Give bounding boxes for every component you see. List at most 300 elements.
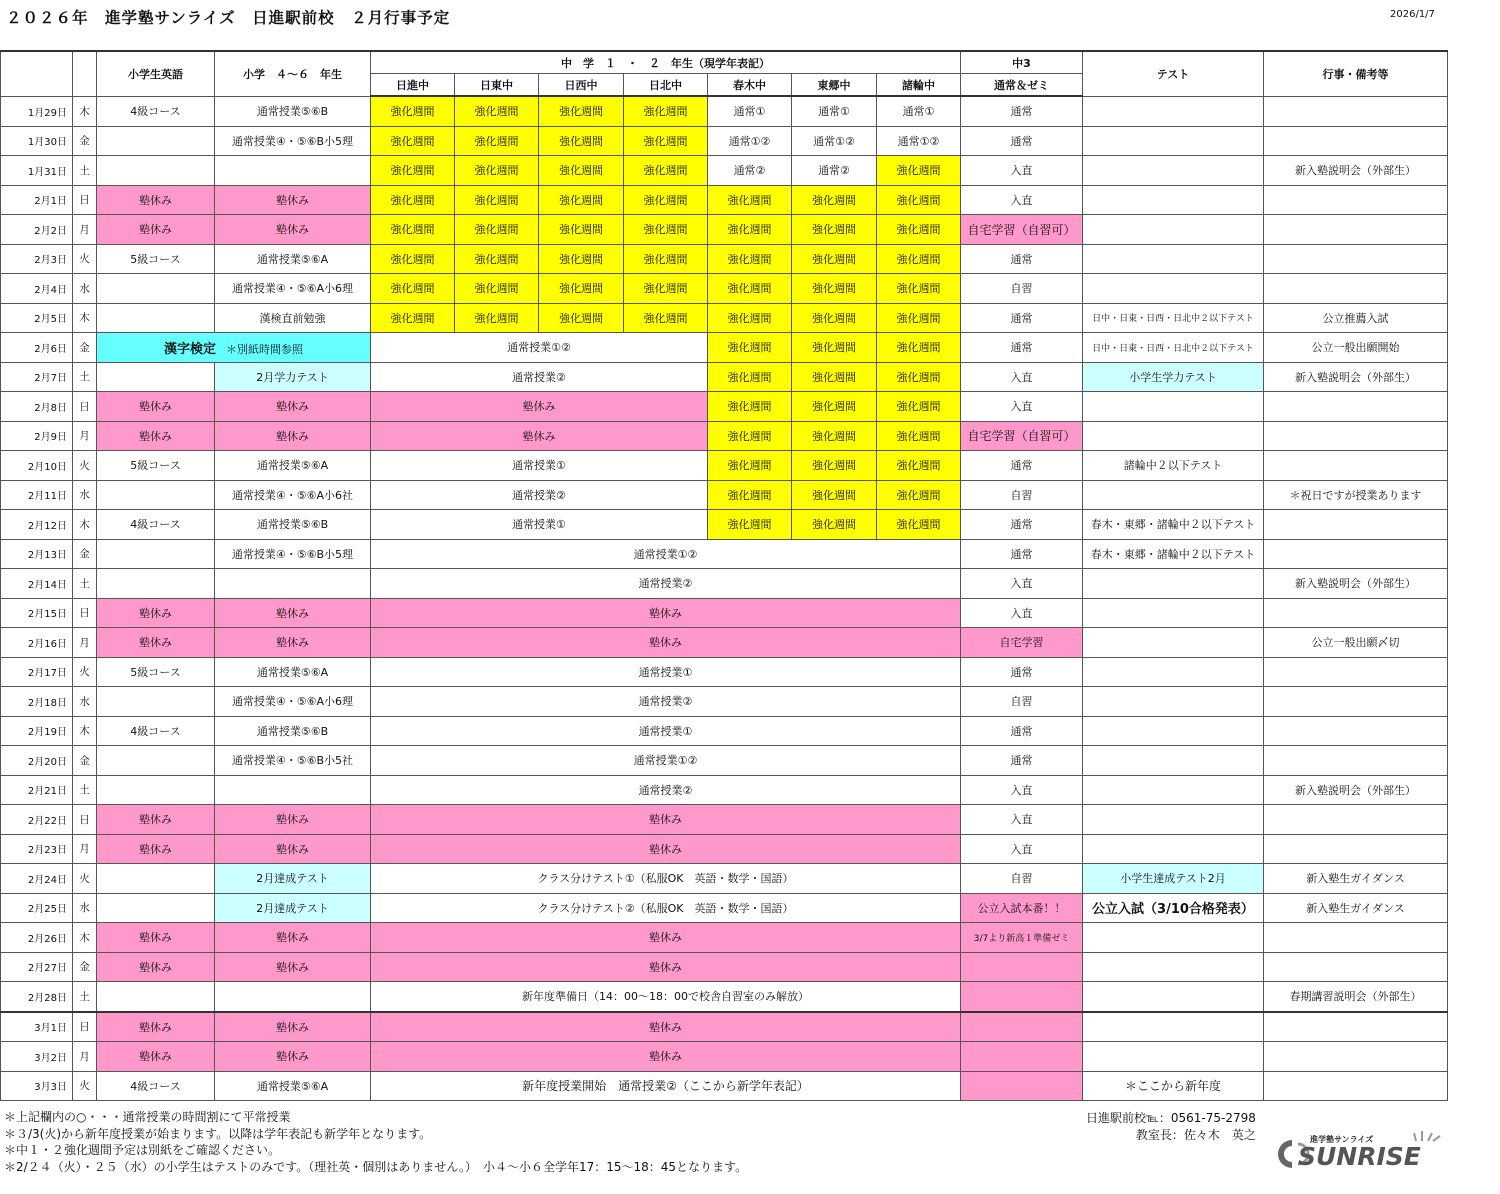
schedule-cell: 強化週間 (539, 126, 624, 156)
schedule-cell: 強化週間 (877, 451, 961, 481)
schedule-cell (1264, 392, 1448, 422)
schedule-cell (97, 775, 215, 805)
table-row (1, 834, 1448, 864)
table-row (1, 156, 1448, 186)
schedule-cell: 塾休み (215, 392, 371, 422)
footer-note: ＊上記欄内の○・・・通常授業の時間割にて平常授業 (4, 1110, 291, 1124)
row-weekday: 日 (73, 598, 97, 628)
schedule-cell: 強化週間 (539, 215, 624, 245)
schedule-cell: 自習 (961, 687, 1083, 717)
schedule-cell (1083, 657, 1264, 687)
schedule-cell: 強化週間 (877, 156, 961, 186)
row-date: 2月5日 (1, 303, 73, 333)
row-weekday: 水 (73, 687, 97, 717)
schedule-cell (1083, 215, 1264, 245)
row-weekday: 月 (73, 421, 97, 451)
footer-notes (4, 1109, 747, 1175)
schedule-cell: 強化週間 (708, 274, 792, 304)
header-school-haruki: 春木中 (708, 74, 792, 97)
schedule-cell: 塾休み (371, 1012, 961, 1042)
logo-subtitle: 進学塾サンライズ (1310, 1135, 1374, 1144)
schedule-cell: 自習 (961, 864, 1083, 894)
row-date: 2月3日 (1, 244, 73, 274)
schedule-cell: 公立入試本番！！ (961, 893, 1083, 923)
schedule-cell: 通常授業④・⑤⑥B小5理 (215, 126, 371, 156)
table-row (1, 569, 1448, 599)
header-ms3-sub: 通常＆ゼミ (961, 74, 1083, 97)
row-weekday: 木 (73, 510, 97, 540)
schedule-cell: 新入塾説明会（外部生） (1264, 362, 1448, 392)
schedule-cell: 強化週間 (877, 215, 961, 245)
schedule-cell: 2月学力テスト (215, 362, 371, 392)
schedule-cell: 通常 (961, 126, 1083, 156)
schedule-cell: 入直 (961, 775, 1083, 805)
schedule-cell: 入直 (961, 569, 1083, 599)
schedule-cell: 通常 (961, 96, 1083, 126)
schedule-cell: 強化週間 (455, 96, 539, 126)
schedule-cell (961, 1012, 1083, 1042)
row-weekday: 水 (73, 893, 97, 923)
schedule-cell: 通常① (877, 96, 961, 126)
table-row (1, 451, 1448, 481)
row-date: 1月31日 (1, 156, 73, 186)
schedule-cell: 塾休み (371, 1042, 961, 1072)
schedule-cell: 通常①② (708, 126, 792, 156)
schedule-cell: 塾休み (371, 628, 961, 658)
schedule-cell: 強化週間 (877, 274, 961, 304)
footer-note: ＊中１・２強化週間予定は別紙をご確認ください。 (4, 1143, 281, 1157)
row-weekday: 火 (73, 1071, 97, 1101)
schedule-cell: 強化週間 (708, 215, 792, 245)
table-row (1, 687, 1448, 717)
page-title: ２０２６年 進学塾サンライズ 日進駅前校 ２月行事予定 (6, 9, 451, 27)
schedule-cell: 塾休み (215, 952, 371, 982)
schedule-cell: 塾休み (97, 421, 215, 451)
table-row (1, 893, 1448, 923)
schedule-cell: 強化週間 (624, 274, 708, 304)
header-school-nitto: 日東中 (455, 74, 539, 97)
table-row (1, 96, 1448, 126)
schedule-cell: 塾休み (215, 421, 371, 451)
schedule-cell: 塾休み (97, 628, 215, 658)
schedule-cell (1264, 1012, 1448, 1042)
schedule-cell: 塾休み (371, 421, 708, 451)
schedule-cell: 塾休み (97, 805, 215, 835)
schedule-cell: 2月達成テスト (215, 864, 371, 894)
schedule-cell: 入直 (961, 392, 1083, 422)
schedule-cell (97, 539, 215, 569)
schedule-cell: 強化週間 (708, 510, 792, 540)
schedule-cell: 強化週間 (877, 421, 961, 451)
schedule-cell: 強化週間 (539, 274, 624, 304)
schedule-cell: 塾休み (97, 598, 215, 628)
schedule-cell: 塾休み (215, 628, 371, 658)
row-weekday: 金 (73, 952, 97, 982)
row-weekday: 火 (73, 657, 97, 687)
header-date-blank (1, 51, 73, 96)
schedule-cell: 通常授業⑤⑥A (215, 1071, 371, 1101)
schedule-cell: 強化週間 (708, 244, 792, 274)
table-row (1, 805, 1448, 835)
schedule-cell: 強化週間 (792, 303, 877, 333)
schedule-cell: 通常授業④・⑤⑥A小6社 (215, 480, 371, 510)
row-date: 2月28日 (1, 982, 73, 1012)
schedule-cell: 自宅学習（自習可） (961, 215, 1083, 245)
schedule-cell: 塾休み (97, 952, 215, 982)
schedule-cell: 塾休み (215, 1012, 371, 1042)
row-date: 3月2日 (1, 1042, 73, 1072)
table-row (1, 775, 1448, 805)
table-row (1, 274, 1448, 304)
row-weekday: 日 (73, 185, 97, 215)
schedule-cell: 春期講習説明会（外部生） (1264, 982, 1448, 1012)
schedule-cell (1083, 421, 1264, 451)
schedule-cell: 入直 (961, 185, 1083, 215)
table-row (1, 392, 1448, 422)
schedule-cell (1083, 480, 1264, 510)
header-elem-english: 小学生英語 (97, 51, 215, 96)
schedule-cell: 強化週間 (877, 244, 961, 274)
schedule-cell: 5級コース (97, 451, 215, 481)
schedule-cell: 通常授業⑤⑥B (215, 510, 371, 540)
schedule-cell: 5級コース (97, 657, 215, 687)
schedule-cell: 小学生達成テスト2月 (1083, 864, 1264, 894)
table-row (1, 923, 1448, 953)
schedule-cell: 強化週間 (792, 392, 877, 422)
schedule-cell (1264, 716, 1448, 746)
row-date: 2月18日 (1, 687, 73, 717)
schedule-cell: 強化週間 (877, 333, 961, 363)
row-weekday: 土 (73, 982, 97, 1012)
contact-principal: 教室長：佐々木 英之 (1135, 1128, 1256, 1142)
schedule-cell: 新入塾説明会（外部生） (1264, 775, 1448, 805)
schedule-cell: 新入塾説明会（外部生） (1264, 569, 1448, 599)
schedule-cell: 通常①② (877, 126, 961, 156)
schedule-cell: 塾休み (215, 185, 371, 215)
table-row (1, 333, 1448, 363)
schedule-cell: 公立一般出願〆切 (1264, 628, 1448, 658)
schedule-body (1, 96, 1448, 1101)
schedule-cell: 通常授業④・⑤⑥A小6理 (215, 274, 371, 304)
schedule-cell: 塾休み (97, 1042, 215, 1072)
footer-note: ＊３/3(火)から新年度授業が始まります。以降は学年表記も新学年となります。 (4, 1126, 432, 1141)
schedule-cell: 通常① (708, 96, 792, 126)
schedule-cell: 強化週間 (371, 274, 455, 304)
row-weekday: 火 (73, 244, 97, 274)
schedule-cell (1264, 185, 1448, 215)
schedule-cell: 新入塾生ガイダンス (1264, 864, 1448, 894)
schedule-cell: 強化週間 (792, 244, 877, 274)
schedule-cell: 新入塾生ガイダンス (1264, 893, 1448, 923)
schedule-cell (1083, 746, 1264, 776)
row-date: 3月3日 (1, 1071, 73, 1101)
schedule-cell: 塾休み (371, 805, 961, 835)
sunrise-logo (1272, 1130, 1442, 1176)
row-date: 2月17日 (1, 657, 73, 687)
schedule-cell: 通常 (961, 657, 1083, 687)
schedule-cell: 強化週間 (877, 362, 961, 392)
row-date: 1月30日 (1, 126, 73, 156)
schedule-cell (961, 952, 1083, 982)
header-school-togo: 東郷中 (792, 74, 877, 97)
row-weekday: 火 (73, 451, 97, 481)
schedule-cell (1083, 96, 1264, 126)
schedule-cell (1083, 628, 1264, 658)
row-weekday: 火 (73, 864, 97, 894)
schedule-cell: 強化週間 (877, 480, 961, 510)
schedule-cell (1264, 746, 1448, 776)
schedule-cell: 新入塾説明会（外部生） (1264, 156, 1448, 186)
schedule-cell (961, 982, 1083, 1012)
schedule-cell: 通常授業① (371, 451, 708, 481)
schedule-cell: 通常授業⑤⑥B (215, 716, 371, 746)
table-row (1, 746, 1448, 776)
schedule-cell: クラス分けテスト②（私服OK 英語・数学・国語） (371, 893, 961, 923)
schedule-cell: 2月達成テスト (215, 893, 371, 923)
schedule-cell: 通常 (961, 451, 1083, 481)
schedule-cell: 通常 (961, 244, 1083, 274)
row-weekday: 金 (73, 126, 97, 156)
schedule-cell (1264, 805, 1448, 835)
schedule-cell: 通常授業② (371, 687, 961, 717)
schedule-cell: 自習 (961, 274, 1083, 304)
schedule-cell: 強化週間 (539, 185, 624, 215)
schedule-cell: 塾休み (371, 834, 961, 864)
schedule-cell (1083, 156, 1264, 186)
schedule-cell: 強化週間 (792, 510, 877, 540)
row-date: 2月6日 (1, 333, 73, 363)
row-date: 2月13日 (1, 539, 73, 569)
schedule-cell (1264, 687, 1448, 717)
table-row (1, 185, 1448, 215)
schedule-cell: 強化週間 (792, 215, 877, 245)
schedule-cell (1264, 923, 1448, 953)
schedule-cell: 5級コース (97, 244, 215, 274)
schedule-cell (1264, 598, 1448, 628)
schedule-cell (97, 126, 215, 156)
schedule-cell (97, 982, 215, 1012)
header-school-nisshin: 日進中 (371, 74, 455, 97)
row-weekday: 木 (73, 303, 97, 333)
schedule-cell: 通常授業② (371, 480, 708, 510)
row-weekday: 土 (73, 362, 97, 392)
schedule-cell: 4級コース (97, 96, 215, 126)
schedule-cell: 強化週間 (455, 156, 539, 186)
header-weekday-blank (73, 51, 97, 96)
schedule-cell (1083, 1012, 1264, 1042)
schedule-cell: 通常 (961, 539, 1083, 569)
schedule-cell: 通常授業⑤⑥A (215, 451, 371, 481)
schedule-cell (1083, 805, 1264, 835)
row-date: 2月15日 (1, 598, 73, 628)
schedule-cell (961, 1042, 1083, 1072)
schedule-cell: 強化週間 (624, 96, 708, 126)
kanken-cell (97, 333, 371, 363)
schedule-cell: 塾休み (215, 598, 371, 628)
row-weekday: 土 (73, 156, 97, 186)
schedule-cell (1264, 126, 1448, 156)
schedule-cell: 通常授業⑤⑥B (215, 96, 371, 126)
row-date: 2月26日 (1, 923, 73, 953)
schedule-cell (1083, 982, 1264, 1012)
schedule-cell: 自宅学習 (961, 628, 1083, 658)
row-date: 2月21日 (1, 775, 73, 805)
row-weekday: 木 (73, 716, 97, 746)
schedule-cell: 通常授業①② (371, 746, 961, 776)
schedule-cell (1083, 274, 1264, 304)
row-weekday: 日 (73, 1012, 97, 1042)
schedule-cell (961, 1071, 1083, 1101)
table-row (1, 864, 1448, 894)
schedule-cell: 塾休み (97, 392, 215, 422)
schedule-cell: 通常授業④・⑤⑥B小5理 (215, 539, 371, 569)
table-row (1, 303, 1448, 333)
schedule-cell: 3/7より新高１準備ゼミ (961, 923, 1083, 953)
schedule-cell: 強化週間 (792, 274, 877, 304)
schedule-cell (97, 569, 215, 599)
row-weekday: 金 (73, 539, 97, 569)
schedule-cell: 強化週間 (455, 244, 539, 274)
schedule-cell: ＊ここから新年度 (1083, 1071, 1264, 1101)
schedule-cell: 通常授業② (371, 775, 961, 805)
row-date: 2月10日 (1, 451, 73, 481)
schedule-cell (97, 893, 215, 923)
row-date: 2月12日 (1, 510, 73, 540)
schedule-cell: 塾休み (97, 185, 215, 215)
schedule-cell: 通常授業⑤⑥A (215, 657, 371, 687)
header-events: 行事・備考等 (1264, 51, 1448, 96)
schedule-cell: 通常 (961, 510, 1083, 540)
row-date: 2月24日 (1, 864, 73, 894)
schedule-cell: 通常授業② (371, 569, 961, 599)
schedule-cell (1264, 274, 1448, 304)
schedule-cell (1083, 126, 1264, 156)
schedule-cell (97, 746, 215, 776)
schedule-cell: 強化週間 (455, 126, 539, 156)
table-row (1, 952, 1448, 982)
schedule-cell: 新年度授業開始 通常授業②（ここから新学年表記） (371, 1071, 961, 1101)
schedule-cell: 強化週間 (708, 451, 792, 481)
schedule-cell: 強化週間 (708, 303, 792, 333)
header-row-1 (1, 51, 1448, 74)
schedule-cell: 通常授業① (371, 657, 961, 687)
schedule-cell: 通常授業② (371, 362, 708, 392)
schedule-cell (97, 687, 215, 717)
schedule-cell: 公立一般出願開始 (1264, 333, 1448, 363)
schedule-cell: 強化週間 (708, 480, 792, 510)
schedule-cell: 諸輪中２以下テスト (1083, 451, 1264, 481)
row-weekday: 金 (73, 746, 97, 776)
schedule-cell (1083, 716, 1264, 746)
schedule-cell: 公立推薦入試 (1264, 303, 1448, 333)
schedule-cell (1083, 687, 1264, 717)
row-weekday: 木 (73, 923, 97, 953)
schedule-cell: 通常授業①② (371, 333, 708, 363)
schedule-cell (1264, 539, 1448, 569)
table-row (1, 510, 1448, 540)
table-row (1, 1071, 1448, 1101)
schedule-cell: 塾休み (215, 834, 371, 864)
table-row (1, 982, 1448, 1012)
schedule-cell (1264, 421, 1448, 451)
row-weekday: 土 (73, 775, 97, 805)
schedule-cell: 入直 (961, 362, 1083, 392)
schedule-cell: 強化週間 (371, 303, 455, 333)
row-date: 2月27日 (1, 952, 73, 982)
schedule-cell: 入直 (961, 805, 1083, 835)
schedule-cell: 小学生学力テスト (1083, 362, 1264, 392)
schedule-cell: 通常授業①② (371, 539, 961, 569)
table-row (1, 126, 1448, 156)
row-date: 2月19日 (1, 716, 73, 746)
row-date: 2月7日 (1, 362, 73, 392)
schedule-cell: 通常② (708, 156, 792, 186)
schedule-cell: 強化週間 (455, 274, 539, 304)
schedule-cell (97, 362, 215, 392)
schedule-cell: 強化週間 (708, 185, 792, 215)
schedule-cell: 通常授業① (371, 716, 961, 746)
schedule-cell: 強化週間 (877, 185, 961, 215)
schedule-cell: 塾休み (371, 923, 961, 953)
schedule-cell (1264, 244, 1448, 274)
schedule-cell: 通常①② (792, 126, 877, 156)
row-weekday: 水 (73, 274, 97, 304)
schedule-cell: 強化週間 (877, 510, 961, 540)
schedule-cell (1264, 96, 1448, 126)
schedule-cell (1083, 775, 1264, 805)
schedule-cell: 塾休み (215, 215, 371, 245)
schedule-cell: 塾休み (371, 598, 961, 628)
schedule-cell: 強化週間 (624, 185, 708, 215)
schedule-cell: 強化週間 (708, 362, 792, 392)
schedule-cell: 強化週間 (624, 244, 708, 274)
schedule-cell (215, 569, 371, 599)
row-date: 1月29日 (1, 96, 73, 126)
schedule-cell: 強化週間 (792, 333, 877, 363)
schedule-cell: 通常授業① (371, 510, 708, 540)
contact-phone: 日進駅前校℡：0561-75-2798 (1086, 1111, 1256, 1125)
row-weekday: 月 (73, 834, 97, 864)
row-weekday: 木 (73, 96, 97, 126)
schedule-cell (1264, 1042, 1448, 1072)
schedule-cell (1083, 244, 1264, 274)
row-weekday: 日 (73, 392, 97, 422)
schedule-cell: 通常② (792, 156, 877, 186)
row-weekday: 月 (73, 1042, 97, 1072)
table-row (1, 716, 1448, 746)
schedule-table (0, 50, 1448, 1101)
schedule-cell: 強化週間 (371, 244, 455, 274)
row-weekday: 土 (73, 569, 97, 599)
row-weekday: 日 (73, 805, 97, 835)
row-date: 2月22日 (1, 805, 73, 835)
schedule-cell (1264, 657, 1448, 687)
schedule-cell: 強化週間 (455, 303, 539, 333)
schedule-cell: 通常 (961, 716, 1083, 746)
schedule-cell: 塾休み (97, 215, 215, 245)
table-row (1, 362, 1448, 392)
table-row (1, 480, 1448, 510)
row-date: 2月8日 (1, 392, 73, 422)
schedule-cell (1083, 1042, 1264, 1072)
schedule-cell: 漢検直前勉強 (215, 303, 371, 333)
schedule-cell: 強化週間 (877, 303, 961, 333)
schedule-cell: 通常授業⑤⑥A (215, 244, 371, 274)
row-date: 2月11日 (1, 480, 73, 510)
schedule-cell: 日中・日東・日西・日北中２以下テスト (1083, 303, 1264, 333)
schedule-cell: 通常 (961, 333, 1083, 363)
table-row (1, 1042, 1448, 1072)
